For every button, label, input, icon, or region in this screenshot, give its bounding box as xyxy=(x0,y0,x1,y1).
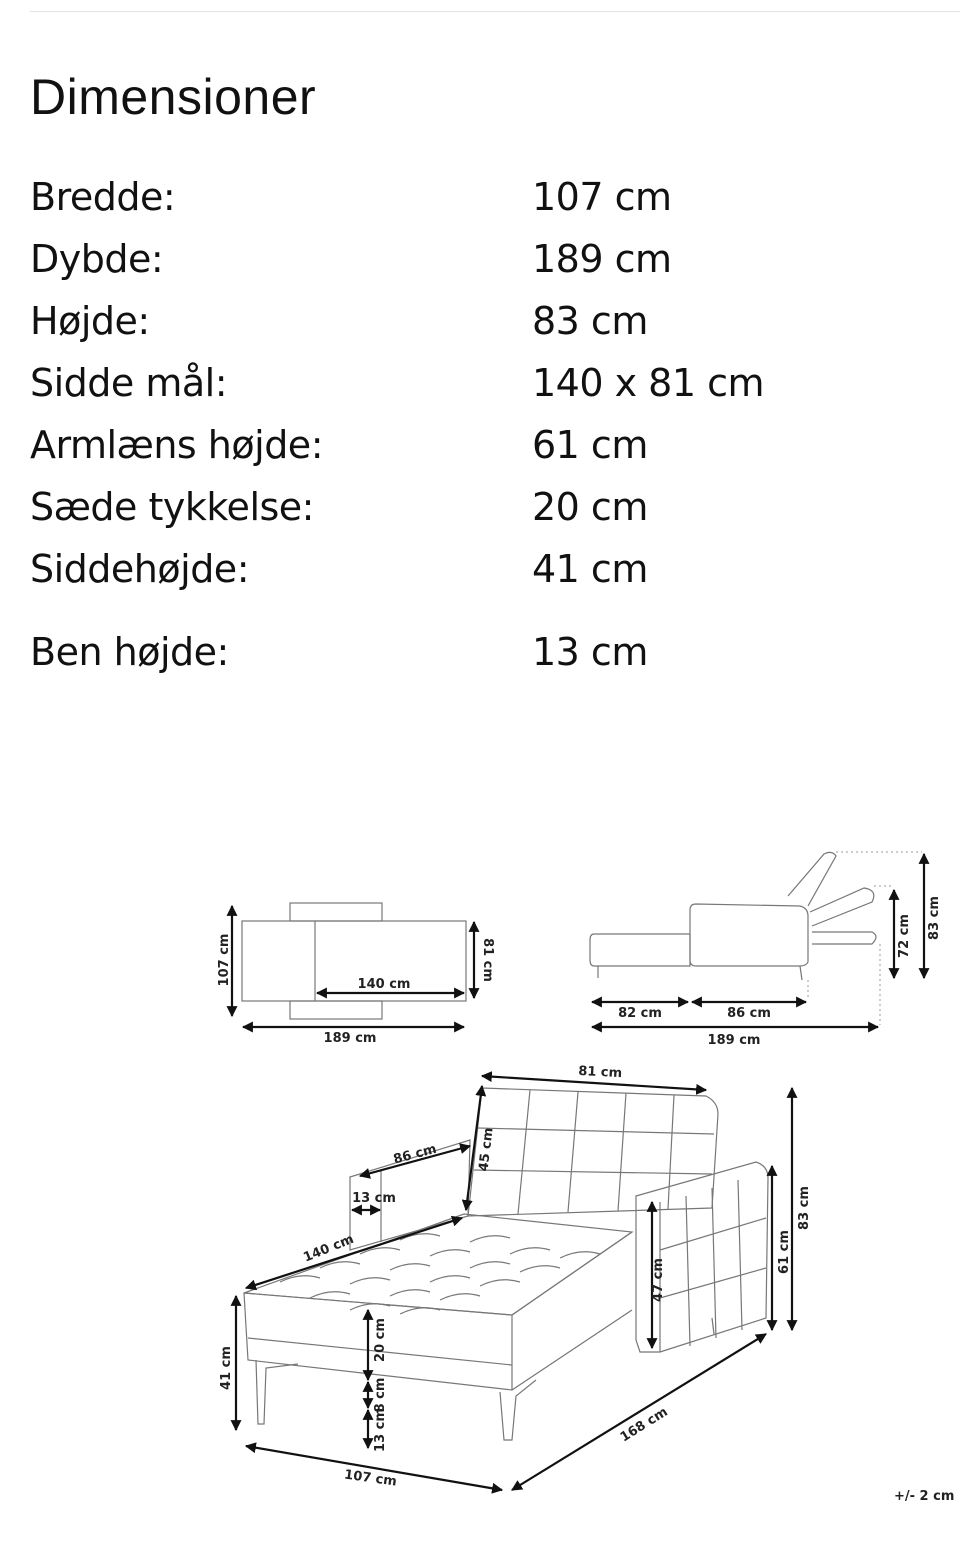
spec-row-leg-height xyxy=(30,627,930,677)
dim-side-main: 86 cm xyxy=(727,1006,771,1021)
side-view-diagram xyxy=(590,852,876,980)
dim-top-depth: 189 cm xyxy=(323,1031,377,1046)
dim-iso-frame: 8 cm xyxy=(373,1377,388,1413)
sofa-line-drawing xyxy=(200,840,960,1520)
spec-value: 61 cm xyxy=(532,423,648,467)
spec-row-seat-height xyxy=(30,544,930,594)
dim-iso-back-height: 45 cm xyxy=(476,1126,497,1173)
spec-row-armrest-height xyxy=(30,420,930,470)
dim-top-width: 107 cm xyxy=(217,933,232,987)
spec-row-width xyxy=(30,172,930,222)
spec-label: Højde: xyxy=(30,299,150,343)
dim-iso-width: 107 cm xyxy=(343,1467,398,1490)
dim-iso-seat-height: 41 cm xyxy=(219,1346,234,1390)
spec-value: 189 cm xyxy=(532,237,672,281)
dim-iso-arm-length: 86 cm xyxy=(391,1141,439,1168)
tolerance-note: +/- 2 cm xyxy=(894,1489,955,1504)
spec-row-seat-thickness xyxy=(30,482,930,532)
dimension-drawing xyxy=(200,840,960,1520)
spec-value: 20 cm xyxy=(532,485,648,529)
spec-label: Siddehøjde: xyxy=(30,547,249,591)
dim-side-total: 189 cm xyxy=(707,1033,761,1048)
dim-iso-total-height: 83 cm xyxy=(797,1186,812,1230)
section-title: Dimensioner xyxy=(30,69,317,125)
spec-row-depth xyxy=(30,234,930,284)
spec-value: 140 x 81 cm xyxy=(532,361,765,405)
top-divider xyxy=(30,11,960,12)
spec-value: 83 cm xyxy=(532,299,648,343)
dim-iso-back-width: 81 cm xyxy=(577,1063,623,1082)
dim-top-seat-width: 81 cm xyxy=(480,938,495,982)
dim-iso-arm-thickness: 13 cm xyxy=(352,1191,396,1206)
spec-label: Ben højde: xyxy=(30,630,229,674)
dim-iso-depth: 168 cm xyxy=(617,1404,671,1446)
dim-iso-cushion: 20 cm xyxy=(373,1318,388,1362)
spec-row-seat-size xyxy=(30,358,930,408)
dim-side-back-full: 83 cm xyxy=(927,896,942,940)
spec-label: Armlæns højde: xyxy=(30,423,323,467)
spec-value: 107 cm xyxy=(532,175,672,219)
dim-iso-seat-length: 140 cm xyxy=(301,1231,357,1266)
spec-row-height xyxy=(30,296,930,346)
spec-value: 13 cm xyxy=(532,630,648,674)
spec-label: Sæde tykkelse: xyxy=(30,485,314,529)
spec-value: 41 cm xyxy=(532,547,648,591)
top-view-diagram xyxy=(242,903,466,1019)
spec-label: Dybde: xyxy=(30,237,164,281)
dim-top-seat-length: 140 cm xyxy=(357,977,411,992)
spec-label: Sidde mål: xyxy=(30,361,228,405)
dim-side-back-mid: 72 cm xyxy=(897,914,912,958)
dim-iso-legs: 13 cm xyxy=(373,1408,388,1452)
dim-iso-arm-height: 61 cm xyxy=(777,1230,792,1274)
dim-side-chaise: 82 cm xyxy=(618,1006,662,1021)
spec-label: Bredde: xyxy=(30,175,176,219)
dim-iso-arm-inner: 47 cm xyxy=(651,1258,666,1302)
